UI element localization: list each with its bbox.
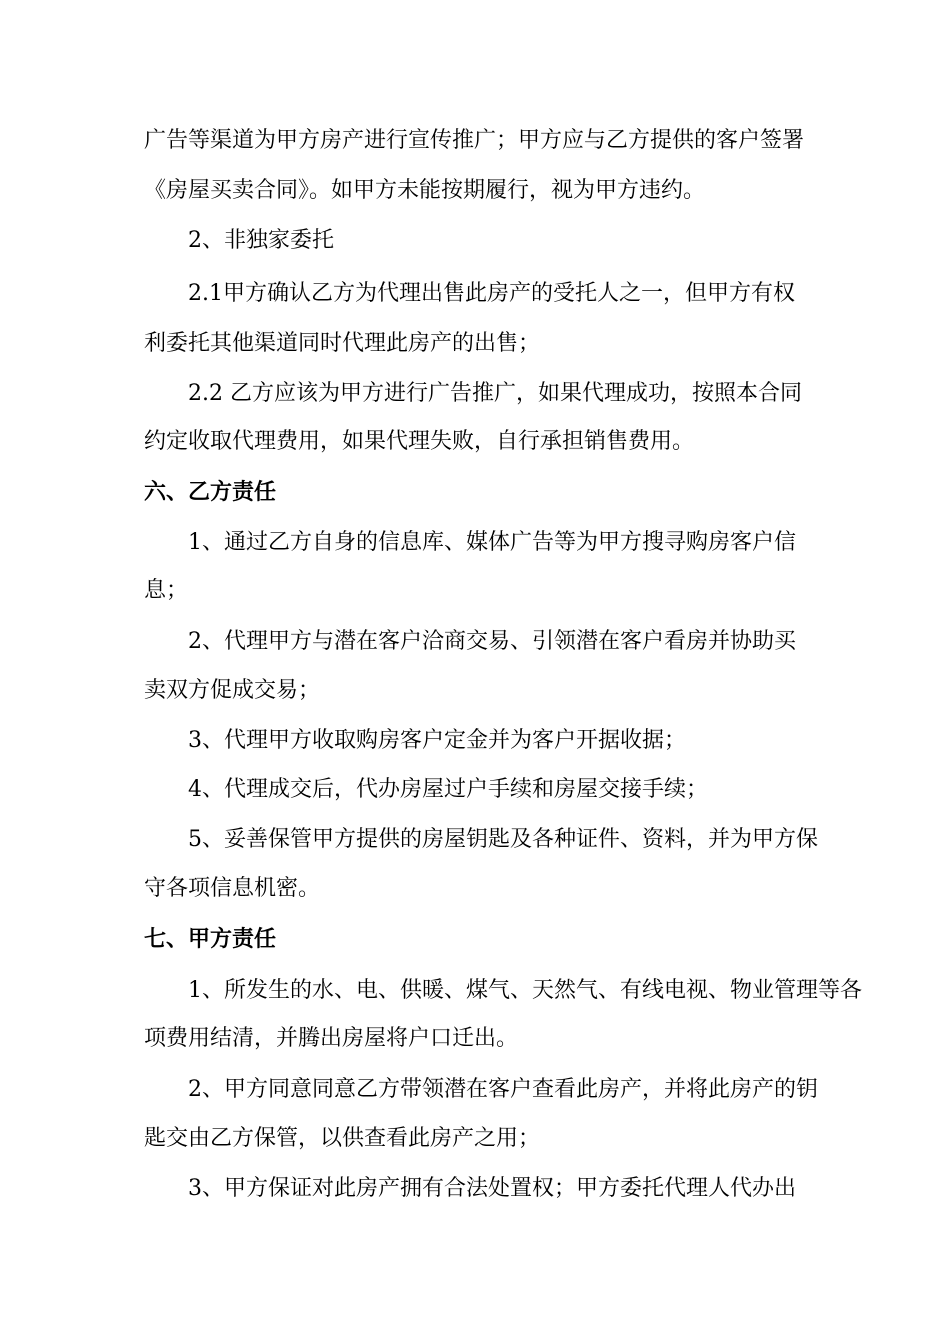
- section-heading: 六、乙方责任: [144, 479, 277, 505]
- text-line: 2.1甲方确认乙方为代理出售此房产的受托人之一，但甲方有权: [188, 281, 795, 306]
- text-line: 4、代理成交后，代办房屋过户手续和房屋交接手续；: [188, 777, 708, 802]
- subsection-title: 2、非独家委托: [188, 228, 334, 253]
- text-line: 约定收取代理费用，如果代理失败，自行承担销售费用。: [144, 429, 695, 454]
- text-line: 3、甲方保证对此房产拥有合法处置权；甲方委托代理人代办出: [188, 1176, 796, 1201]
- section-heading: 七、甲方责任: [144, 926, 277, 952]
- text-line: 2、甲方同意同意乙方带领潜在客户查看此房产，并将此房产的钥: [188, 1077, 818, 1102]
- text-line: 《房屋买卖合同》。如甲方未能按期履行，视为甲方违约。: [144, 178, 706, 203]
- text-line: 2.2 乙方应该为甲方进行广告推广，如果代理成功，按照本合同: [188, 381, 802, 406]
- text-line: 3、代理甲方收取购房客户定金并为客户开据收据；: [188, 728, 686, 753]
- text-line: 卖双方促成交易；: [144, 678, 321, 703]
- text-line: 1、所发生的水、电、供暖、煤气、天然气、有线电视、物业管理等各: [188, 978, 862, 1003]
- text-line: 5、妥善保管甲方提供的房屋钥匙及各种证件、资料，并为甲方保: [188, 827, 818, 852]
- text-line: 息；: [144, 578, 189, 603]
- text-line: 项费用结清，并腾出房屋将户口迁出。: [144, 1026, 519, 1051]
- text-line: 1、通过乙方自身的信息库、媒体广告等为甲方搜寻购房客户信: [188, 530, 796, 555]
- text-line: 守各项信息机密。: [144, 876, 321, 901]
- text-line: 利委托其他渠道同时代理此房产的出售；: [144, 331, 541, 356]
- text-line: 匙交由乙方保管，以供查看此房产之用；: [144, 1126, 541, 1151]
- text-line: 广告等渠道为甲方房产进行宣传推广；甲方应与乙方提供的客户签署: [144, 128, 805, 153]
- text-line: 2、代理甲方与潜在客户洽商交易、引领潜在客户看房并协助买: [188, 629, 796, 654]
